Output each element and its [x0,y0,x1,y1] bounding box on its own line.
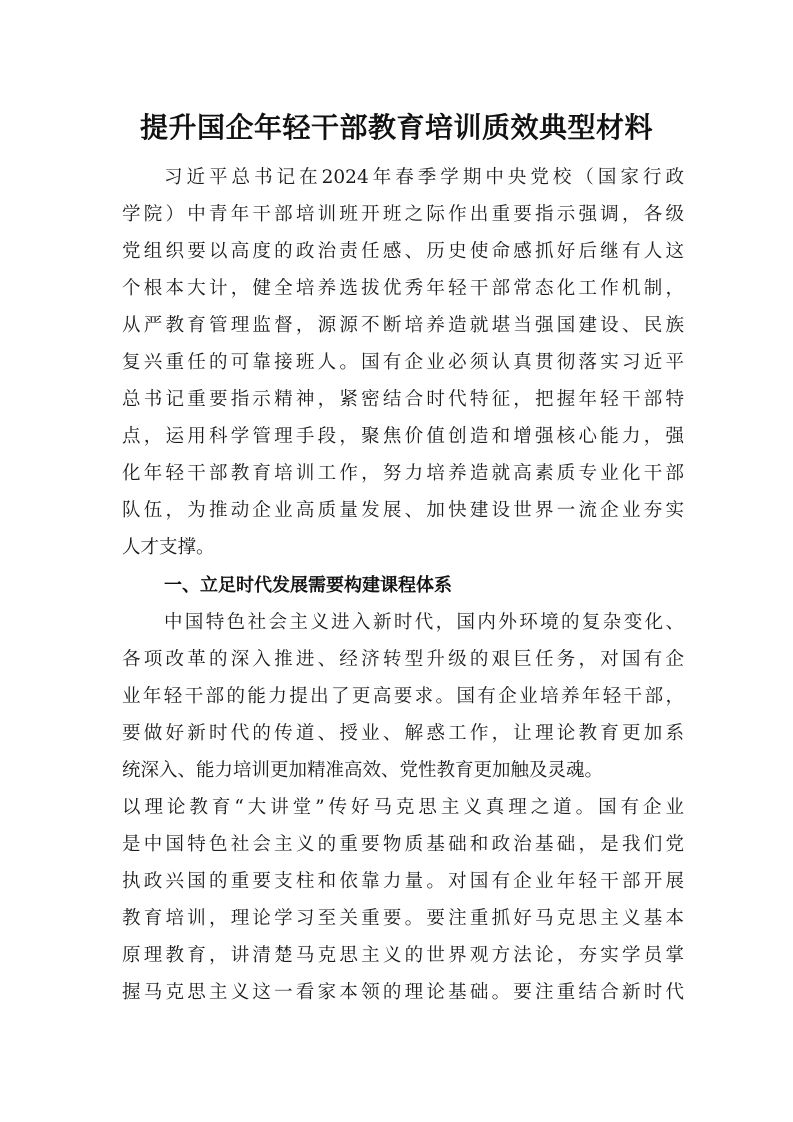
intro-line: 总书记重要指示精神，紧密结合时代特征，把握年轻干部特 [122,389,684,410]
intro-line: 学院）中青年干部培训班开班之际作出重要指示强调，各级 [122,204,684,225]
document-title: 提升国企年轻干部教育培训质效典型材料 [139,111,653,144]
section-line: 业年轻干部的能力提出了更高要求。国有企业培养年轻干部， [122,686,684,707]
intro-line: 人才支撑。 [122,537,215,558]
intro-line: 复兴重任的可靠接班人。国有企业必须认真贯彻落实习近平 [122,352,684,373]
intro-line: 点，运用科学管理手段，聚焦价值创造和增强核心能力，强 [122,426,684,447]
section-heading: 一、立足时代发展需要构建课程体系 [164,575,452,596]
section-line: 中国特色社会主义进入新时代，国内外环境的复杂变化、 [164,612,684,633]
section-line: 各项改革的深入推进、经济转型升级的艰巨任务，对国有企 [122,649,684,670]
section-line: 要做好新时代的传道、授业、解惑工作，让理论教育更加系 [122,723,684,744]
intro-line: 队伍，为推动企业高质量发展、加快建设世界一流企业夯实 [122,500,684,521]
intro-line: 党组织要以高度的政治责任感、历史使命感抓好后继有人这 [122,241,684,262]
section-line: 以理论教育“大讲堂”传好马克思主义真理之道。国有企业 [122,797,684,818]
section-line: 是中国特色社会主义的重要物质基础和政治基础，是我们党 [122,834,684,855]
section-line: 握马克思主义这一看家本领的理论基础。要注重结合新时代 [122,982,684,1003]
section-line: 原理教育，讲清楚马克思主义的世界观方法论，夯实学员掌 [122,945,684,966]
intro-line: 从严教育管理监督，源源不断培养造就堪当强国建设、民族 [122,315,684,336]
section-line: 统深入、能力培训更加精准高效、党性教育更加触及灵魂。 [122,760,604,781]
section-line: 教育培训，理论学习至关重要。要注重抓好马克思主义基本 [122,908,684,929]
intro-line: 个根本大计，健全培养选拔优秀年轻干部常态化工作机制， [122,278,684,299]
intro-line: 习近平总书记在2024年春季学期中央党校（国家行政 [164,167,684,188]
intro-line: 化年轻干部教育培训工作，努力培养造就高素质专业化干部 [122,463,684,484]
section-line: 执政兴国的重要支柱和依靠力量。对国有企业年轻干部开展 [122,871,684,892]
